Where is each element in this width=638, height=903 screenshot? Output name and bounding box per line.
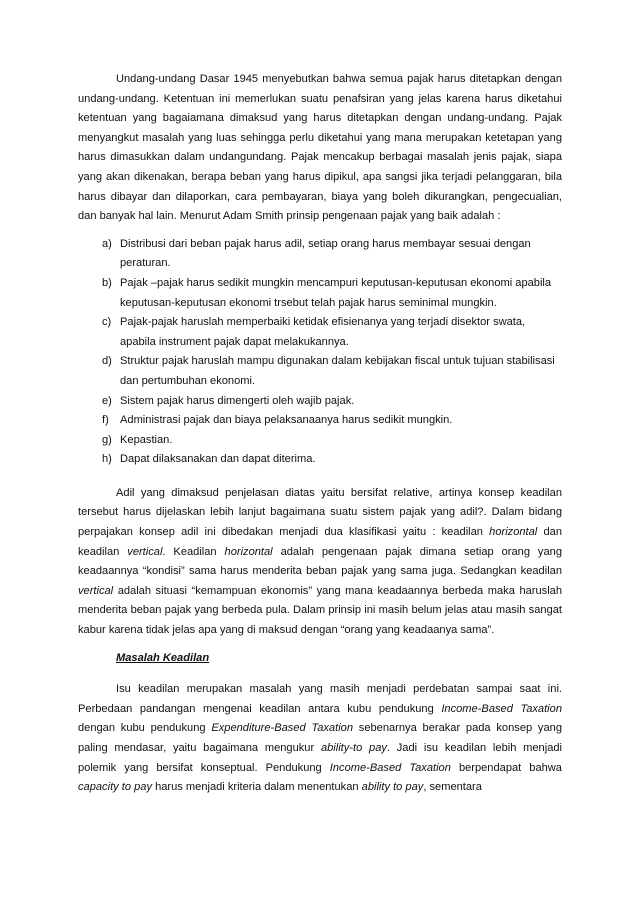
document-page <box>78 70 562 798</box>
list-item <box>102 450 562 470</box>
list-item <box>102 313 562 352</box>
list-item <box>102 274 562 313</box>
list-text: Distribusi dari beban pajak harus adil, setiap orang harus membayar sesuai dengan peraturan. <box>120 237 531 270</box>
list-label: c) <box>102 316 112 329</box>
list-text: Struktur pajak haruslah mampu digunakan dalam kebijakan fiscal untuk tujuan stabilisasi dan pertumbuhan ekonomi. <box>120 355 555 387</box>
section-heading: Masalah Keadilan <box>116 651 210 664</box>
list-item <box>102 352 562 391</box>
list-text: Kepastian. <box>120 433 173 446</box>
list-label: g) <box>102 433 112 446</box>
list-label: d) <box>102 355 112 368</box>
list-text: Dapat dilaksanakan dan dapat diterima. <box>120 453 316 466</box>
list-text: Pajak –pajak harus sedikit mungkin mencampuri keputusan-keputusan ekonomi apabila keputusan-keputusan ekonomi trsebut telah pajak harus seminimal mungkin. <box>120 276 552 309</box>
list-item <box>102 392 562 412</box>
list-item <box>102 411 562 431</box>
principles-list <box>78 235 562 470</box>
paragraph-intro: Undang-undang Dasar 1945 menyebutkan bahwa semua pajak harus ditetapkan dengan undang-undang. Ketentuan ini memerlukan suatu penafsiran yang jelas karena harus diketahui ketentuan yang bagaiamana dimaksud yang harus ditetapkan dengan undang-undang. Pajak menyangkut masalah yang luas sehingga perlu diketahui yang mana merupakan ketetapan yang harus dimasukkan dalam undangundang. Pajak mencakup berbagai masalah jenis pajak, siapa yang akan dikenakan, berapa beban yang harus dipikul, apa sangsi jika terjadi pelanggaran, bila harus dibayar dan dilaporkan, cara pembayaran, biaya yang boleh dikurangkan, pengecualian, dan banyak hal lain. Menurut Adam Smith prinsip pengenaan pajak yang baik adalah : <box>78 73 562 223</box>
list-text: Sistem pajak harus dimengerti oleh wajib pajak. <box>120 394 355 407</box>
paragraph-issue: Isu keadilan merupakan masalah yang masih menjadi perdebatan sampai saat ini. Perbedaan pandangan mengenai keadilan antara kubu pendukung Income-Based Taxation dengan kubu pendukung Expenditure-Based Taxation sebenarnya berakar pada konsep yang paling mendasar, yaitu bagaimana mengukur ability-to pay. Jadi isu keadilan lebih menjadi polemik yang bersifat konseptual. Pendukung Income-Based Taxation berpendapat bahwa capacity to pay harus menjadi kriteria dalam menentukan ability to pay, sementara <box>78 683 562 794</box>
paragraph-fairness: Adil yang dimaksud penjelasan diatas yaitu bersifat relative, artinya konsep keadilan tersebut harus dijelaskan lebih lanjut bagaimana suatu sistem pajak yang adil?. Dalam bidang perpajakan konsep adil ini dibedakan menjadi dua klasifikasi yaitu : keadilan horizontal dan keadilan vertical. Keadilan horizontal adalah pengenaan pajak dimana setiap orang yang keadaannya “kondisi” sama harus menderita beban pajak yang sama juga. Sedangkan keadilan vertical adalah situasi “kemampuan ekonomis” yang mana keadaannya berbeda maka haruslah menderita beban pajak yang berbeda pula. Dalam prinsip ini masih belum jelas atau masih sangat kabur karena tidak jelas apa yang di maksud dengan “orang yang keadaanya sama”. <box>78 486 562 637</box>
list-text: Pajak-pajak haruslah memperbaiki ketidak efisienanya yang terjadi disektor swata, apabila instrument pajak dapat melakukannya. <box>120 316 526 348</box>
list-item <box>102 431 562 451</box>
list-label: f) <box>102 414 109 427</box>
list-text: Administrasi pajak dan biaya pelaksanaanya harus sedikit mungkin. <box>120 414 453 427</box>
list-item <box>102 235 562 274</box>
list-label: h) <box>102 453 112 466</box>
list-label: a) <box>102 237 112 250</box>
list-label: b) <box>102 276 112 289</box>
list-label: e) <box>102 394 112 407</box>
